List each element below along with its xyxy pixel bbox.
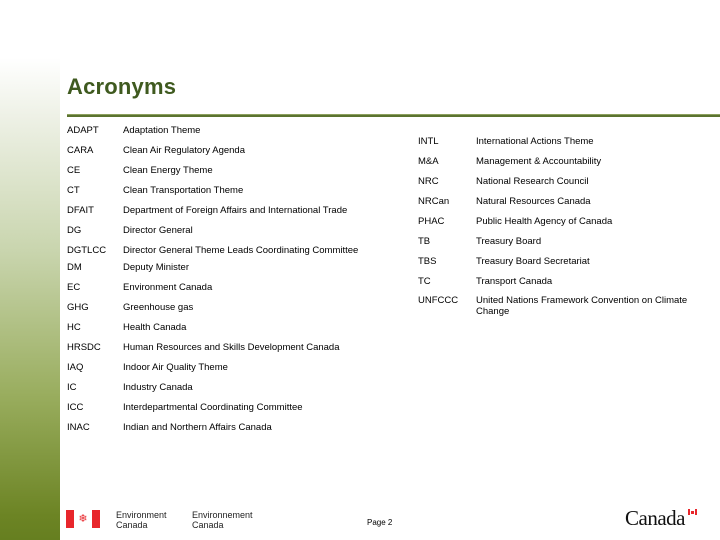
- definition: Treasury Board: [476, 236, 542, 247]
- definition: Environment Canada: [123, 282, 213, 293]
- definition: Treasury Board Secretariat: [476, 256, 590, 267]
- acronym: DG: [67, 225, 82, 236]
- decorative-sidebar: [0, 58, 60, 540]
- acronym: INAC: [67, 422, 90, 433]
- definition: Director General: [123, 225, 193, 236]
- acronym: EC: [67, 282, 81, 293]
- definition: Greenhouse gas: [123, 302, 194, 313]
- definition: Department of Foreign Affairs and International Trade: [123, 205, 348, 216]
- dept-fr-line1: Environnement: [192, 510, 253, 520]
- acronym: UNFCCC: [418, 295, 459, 306]
- definition: Management & Accountability: [476, 156, 602, 167]
- definition: Interdepartmental Coordinating Committee: [123, 402, 303, 413]
- definition: Transport Canada: [476, 276, 553, 287]
- acronym: IC: [67, 382, 77, 393]
- definition: Industry Canada: [123, 382, 193, 393]
- acronym: TB: [418, 236, 431, 247]
- maple-leaf-flag-icon: ❄: [66, 510, 100, 528]
- acronym: DGTLCC: [67, 245, 107, 256]
- acronym: CE: [67, 165, 81, 176]
- definition: Health Canada: [123, 322, 187, 333]
- acronym: NRC: [418, 176, 439, 187]
- definition: Clean Air Regulatory Agenda: [123, 145, 245, 156]
- acronym: M&A: [418, 156, 439, 167]
- definition: United Nations Framework Convention on Climate Change: [476, 295, 688, 317]
- acronym: CARA: [67, 145, 94, 156]
- dept-en-line1: Environment: [116, 510, 167, 520]
- dept-name-english: [116, 510, 167, 530]
- acronym: GHG: [67, 302, 89, 313]
- dept-name-french: [192, 510, 253, 530]
- acronym: NRCan: [418, 196, 450, 207]
- acronym: IAQ: [67, 362, 84, 373]
- acronym: TBS: [418, 256, 437, 267]
- wordmark-flag-icon: [688, 509, 697, 515]
- definition: Clean Energy Theme: [123, 165, 213, 176]
- canada-wordmark: Canada: [625, 506, 685, 530]
- acronym: PHAC: [418, 216, 445, 227]
- definition: Director General Theme Leads Coordinating Committee: [123, 245, 359, 256]
- definition: Adaptation Theme: [123, 125, 201, 136]
- page-title: Acronyms: [67, 74, 177, 99]
- definition: Indoor Air Quality Theme: [123, 362, 228, 373]
- acronym: TC: [418, 276, 431, 287]
- definition: Natural Resources Canada: [476, 196, 591, 207]
- definition: National Research Council: [476, 176, 589, 187]
- dept-fr-line2: Canada: [192, 520, 224, 530]
- acronym: HC: [67, 322, 81, 333]
- acronym: ICC: [67, 402, 84, 413]
- dept-en-line2: Canada: [116, 520, 148, 530]
- acronym: ADAPT: [67, 125, 99, 136]
- page-number: Page 2: [367, 518, 393, 527]
- acronym: DM: [67, 262, 82, 273]
- definition: Public Health Agency of Canada: [476, 216, 613, 227]
- definition: International Actions Theme: [476, 136, 594, 147]
- definition: Indian and Northern Affairs Canada: [123, 422, 272, 433]
- acronym: DFAIT: [67, 205, 94, 216]
- title-divider: [67, 114, 720, 117]
- definition: Human Resources and Skills Development Canada: [123, 342, 340, 353]
- definition: Clean Transportation Theme: [123, 185, 244, 196]
- acronym: HRSDC: [67, 342, 101, 353]
- definition: Deputy Minister: [123, 262, 189, 273]
- acronym: INTL: [418, 136, 439, 147]
- acronym: CT: [67, 185, 80, 196]
